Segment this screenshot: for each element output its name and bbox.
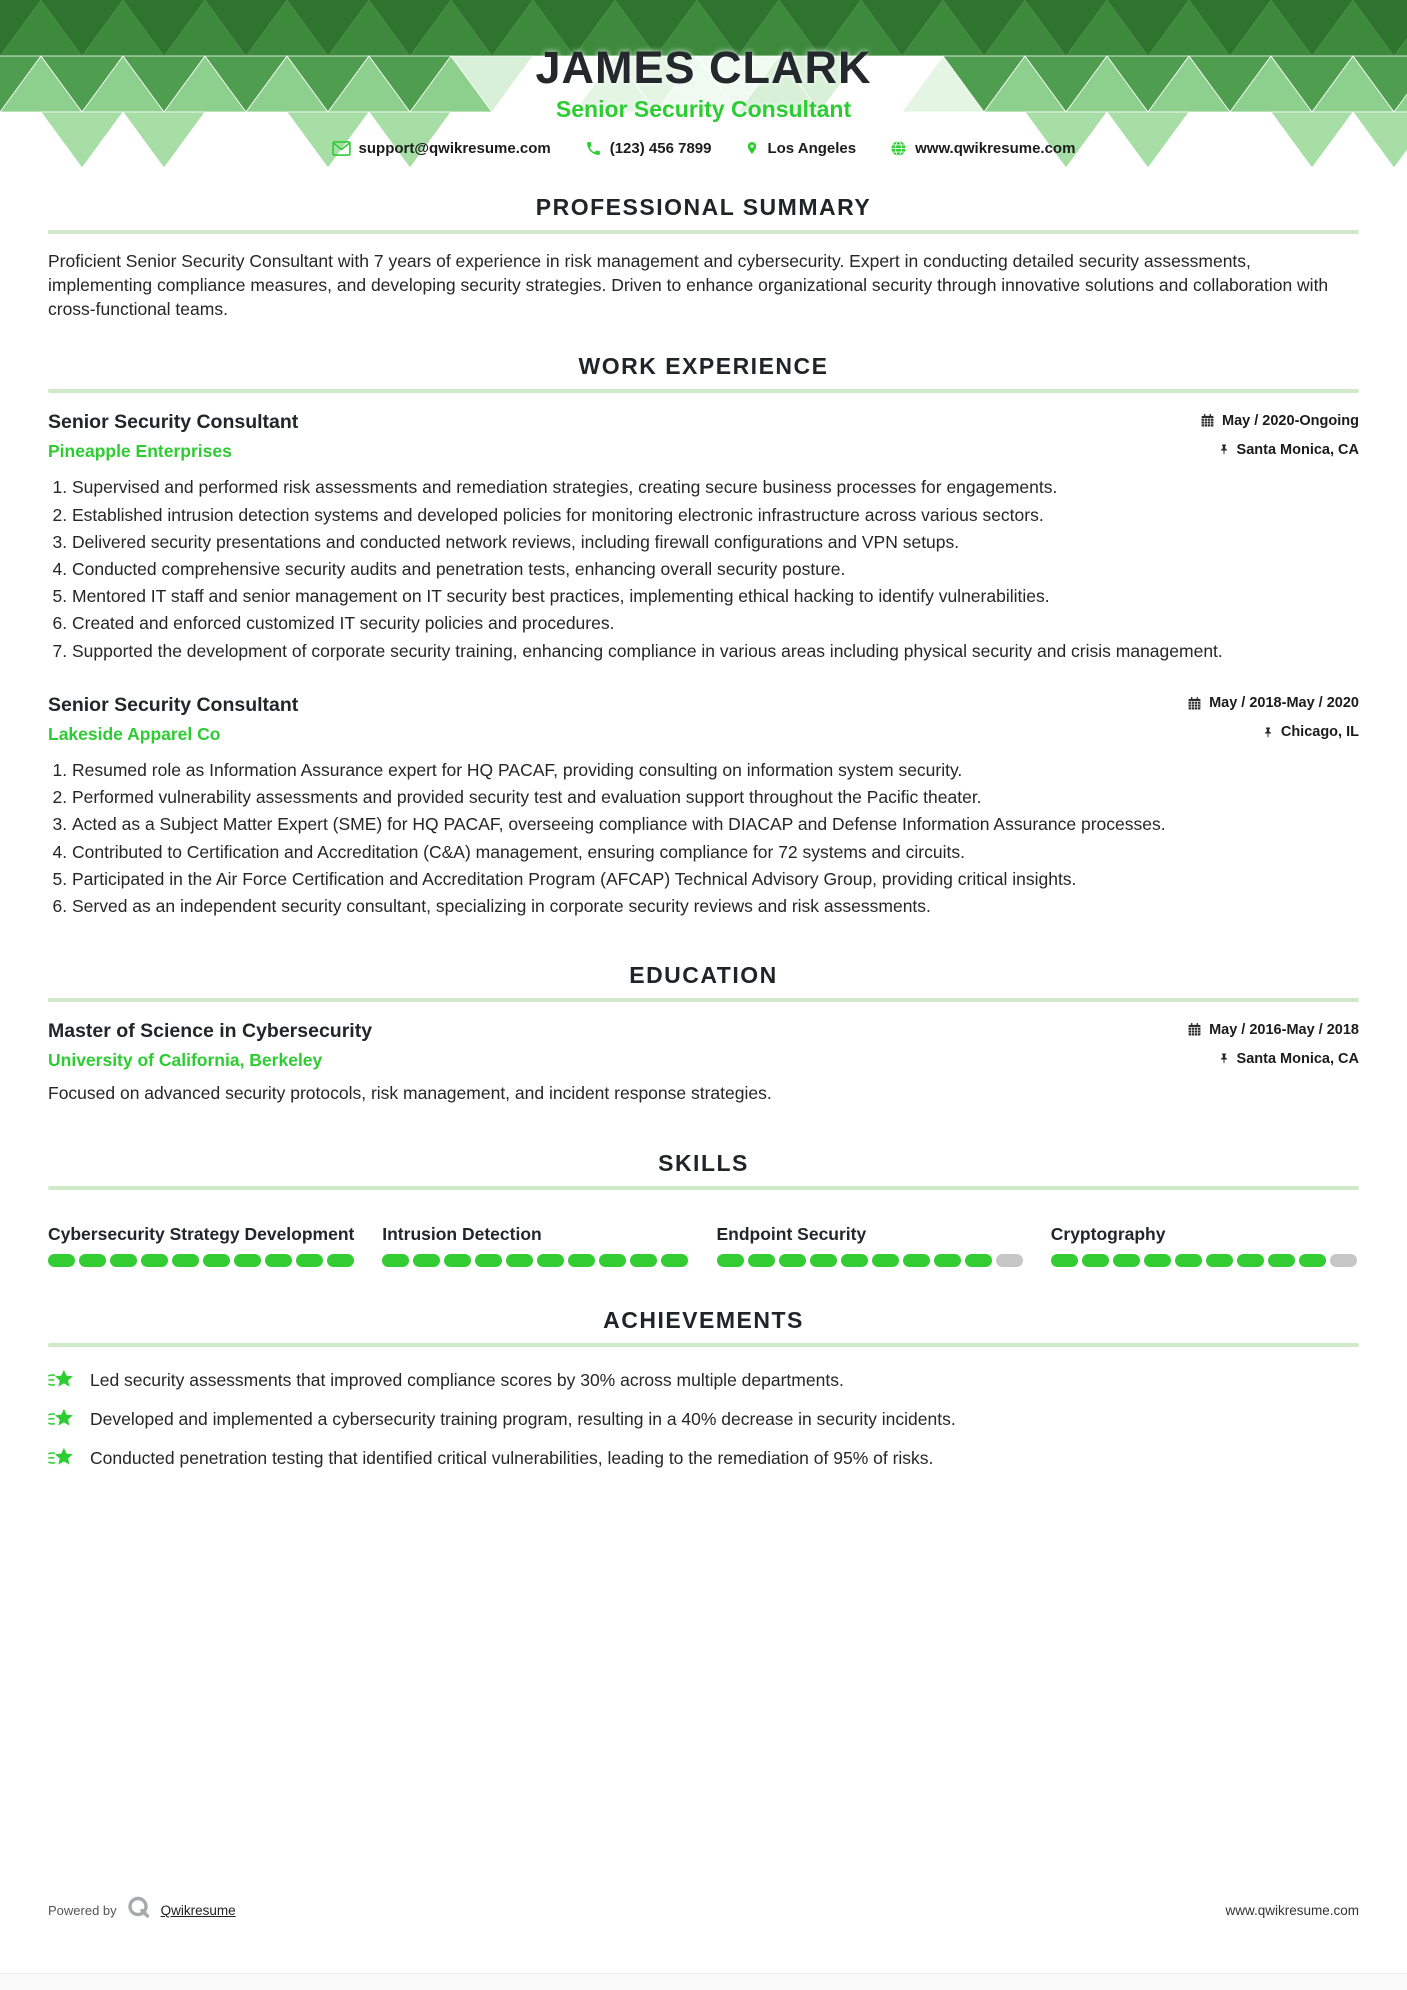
job-location-text: Santa Monica, CA	[1236, 441, 1359, 458]
powered-by-label: Powered by	[48, 1903, 117, 1918]
header-banner	[0, 0, 1407, 172]
skill-dot-filled	[110, 1254, 137, 1267]
education-location	[1218, 1051, 1359, 1067]
star-icon	[48, 1367, 75, 1393]
section-divider	[48, 230, 1359, 234]
education-location-text: Santa Monica, CA	[1236, 1050, 1359, 1067]
skill-dot-filled	[630, 1254, 657, 1267]
education-dates-text: May / 2016-May / 2018	[1209, 1021, 1359, 1038]
skill-dot-filled	[1113, 1254, 1140, 1267]
skill-name: Intrusion Detection	[382, 1224, 542, 1245]
skill-dot-filled	[779, 1254, 806, 1267]
contact-email[interactable]	[332, 140, 551, 157]
skill-dot-filled	[265, 1254, 292, 1267]
job-company: Pineapple Enterprises	[48, 441, 232, 462]
candidate-name: JAMES CLARK	[535, 42, 872, 93]
calendar-icon	[1187, 696, 1202, 711]
skill-dot-empty	[1330, 1254, 1357, 1267]
skill-level-meter	[717, 1254, 1025, 1267]
skill-dot-empty	[996, 1254, 1023, 1267]
location-icon	[745, 139, 759, 157]
education-heading: EDUCATION	[629, 962, 778, 989]
skill-dot-filled	[748, 1254, 775, 1267]
skill-dot-filled	[568, 1254, 595, 1267]
education-description: Focused on advanced security protocols, risk management, and incident response strategies.	[48, 1083, 772, 1104]
skill-dot-filled	[444, 1254, 471, 1267]
job-bullet-list	[48, 476, 1359, 662]
skill-dot-filled	[934, 1254, 961, 1267]
job-bullet: 6. Created and enforced customized IT security policies and procedures.	[72, 612, 1359, 634]
job-bullet: 5. Participated in the Air Force Certification and Accreditation Program (AFCAP) Technical Advisory Group, providing critical insights.	[72, 868, 1359, 890]
pushpin-icon	[1218, 1051, 1230, 1066]
pushpin-icon	[1218, 442, 1230, 457]
job-title: Senior Security Consultant	[48, 411, 299, 434]
skill-dot-filled	[1299, 1254, 1326, 1267]
achievements-list	[48, 1367, 1359, 1471]
contact-row	[0, 139, 1407, 157]
skill-dot-filled	[1206, 1254, 1233, 1267]
job-bullet: 2. Established intrusion detection systems and developed policies for monitoring electronic infrastructure across various sectors.	[72, 504, 1359, 526]
job-dates-text: May / 2020-Ongoing	[1222, 412, 1359, 429]
skill-dot-filled	[537, 1254, 564, 1267]
job-bullet-list	[48, 759, 1359, 917]
contact-phone	[585, 140, 712, 157]
contact-location	[745, 139, 856, 157]
globe-icon	[890, 140, 907, 157]
skill-name: Endpoint Security	[716, 1224, 867, 1245]
school-name: University of California, Berkeley	[48, 1050, 323, 1071]
skill-dot-filled	[382, 1254, 409, 1267]
education-dates	[1187, 1022, 1359, 1038]
skill-dot-filled	[327, 1254, 354, 1267]
skill-item	[48, 1224, 356, 1267]
skill-dot-filled	[717, 1254, 744, 1267]
skill-dot-filled	[172, 1254, 199, 1267]
section-divider	[48, 1343, 1359, 1347]
job-bullet: 2. Performed vulnerability assessments and provided security test and evaluation support throughout the Pacific theater.	[72, 786, 1359, 808]
skill-dot-filled	[79, 1254, 106, 1267]
skill-dot-filled	[296, 1254, 323, 1267]
skill-dot-filled	[661, 1254, 688, 1267]
achievements-heading: ACHIEVEMENTS	[603, 1307, 804, 1334]
achievement-item	[48, 1406, 1359, 1432]
footer	[48, 1895, 1359, 1926]
skill-item	[382, 1224, 690, 1267]
achievement-text: Developed and implemented a cybersecurity training program, resulting in a 40% decrease in security incidents.	[90, 1408, 956, 1429]
job-location-text: Chicago, IL	[1280, 724, 1359, 741]
pushpin-icon	[1262, 725, 1274, 740]
skill-dot-filled	[1144, 1254, 1171, 1267]
contact-website[interactable]	[890, 140, 1075, 157]
skill-dot-filled	[1268, 1254, 1295, 1267]
star-icon	[48, 1445, 75, 1471]
skill-dot-filled	[141, 1254, 168, 1267]
summary-heading: PROFESSIONAL SUMMARY	[535, 194, 872, 220]
job-bullet: 4. Contributed to Certification and Accreditation (C&A) management, ensuring compliance for 72 systems and circuits.	[72, 841, 1359, 863]
skill-dot-filled	[506, 1254, 533, 1267]
job-bullet: 5. Mentored IT staff and senior management on IT security best practices, implementing ethical hacking to identify vulnerabilities.	[72, 585, 1359, 607]
job-entry	[48, 694, 1359, 917]
skill-dot-filled	[203, 1254, 230, 1267]
skill-level-meter	[1051, 1254, 1359, 1267]
job-location	[1218, 442, 1359, 458]
achievement-text: Led security assessments that improved compliance scores by 30% across multiple departments.	[90, 1369, 844, 1390]
job-bullet: 1. Resumed role as Information Assurance expert for HQ PACAF, providing consulting on information system security.	[72, 759, 1359, 781]
achievement-item	[48, 1445, 1359, 1471]
job-title: Senior Security Consultant	[48, 693, 299, 716]
degree-title: Master of Science in Cybersecurity	[48, 1020, 373, 1043]
skill-dot-filled	[475, 1254, 502, 1267]
skill-item	[1051, 1224, 1359, 1267]
education-entry	[48, 1020, 1359, 1104]
skill-dot-filled	[1237, 1254, 1264, 1267]
skill-item	[717, 1224, 1025, 1267]
job-dates-text: May / 2018-May / 2020	[1209, 695, 1359, 712]
skill-dot-filled	[234, 1254, 261, 1267]
skill-dot-filled	[965, 1254, 992, 1267]
qwikresume-link[interactable]: Qwikresume	[160, 1903, 236, 1918]
skill-name: Cybersecurity Strategy Development	[48, 1224, 355, 1245]
achievement-item	[48, 1367, 1359, 1393]
skill-level-meter	[382, 1254, 690, 1267]
job-dates	[1187, 695, 1359, 711]
skills-heading: SKILLS	[658, 1150, 749, 1177]
job-bullet: 3. Delivered security presentations and conducted network reviews, including firewall configurations and VPN setups.	[72, 531, 1359, 553]
skills-grid	[48, 1224, 1359, 1267]
skill-dot-filled	[841, 1254, 868, 1267]
calendar-icon	[1200, 413, 1215, 428]
job-bullet: 4. Conducted comprehensive security audits and penetration tests, enhancing overall security posture.	[72, 558, 1359, 580]
job-entry	[48, 411, 1359, 662]
qwikresume-logo-icon	[126, 1895, 152, 1926]
job-company: Lakeside Apparel Co	[48, 723, 221, 744]
job-bullet: 7. Supported the development of corporate security training, enhancing compliance in various areas including physical security and crisis management.	[72, 640, 1359, 662]
job-location	[1262, 724, 1359, 740]
section-divider	[48, 389, 1359, 393]
email-icon	[332, 141, 351, 156]
skill-dot-filled	[1082, 1254, 1109, 1267]
skill-dot-filled	[599, 1254, 626, 1267]
job-bullet: 6. Served as an independent security consultant, specializing in corporate security reviews and risk assessments.	[72, 895, 1359, 917]
calendar-icon	[1187, 1022, 1202, 1037]
page-bottom-strip	[0, 1973, 1407, 1990]
contact-location-text: Los Angeles	[767, 139, 857, 157]
skill-dot-filled	[872, 1254, 899, 1267]
section-divider	[48, 1186, 1359, 1190]
contact-email-text: support@qwikresume.com	[358, 139, 551, 157]
candidate-title: Senior Security Consultant	[555, 96, 852, 123]
skill-dot-filled	[48, 1254, 75, 1267]
skill-dot-filled	[903, 1254, 930, 1267]
powered-by	[48, 1895, 236, 1926]
skill-dot-filled	[1051, 1254, 1078, 1267]
footer-url[interactable]: www.qwikresume.com	[1225, 1903, 1359, 1918]
skill-dot-filled	[1175, 1254, 1202, 1267]
job-dates	[1200, 413, 1359, 429]
skill-dot-filled	[413, 1254, 440, 1267]
star-icon	[48, 1406, 75, 1432]
section-divider	[48, 998, 1359, 1002]
work-heading: WORK EXPERIENCE	[578, 353, 829, 380]
job-bullet: 3. Acted as a Subject Matter Expert (SME) for HQ PACAF, overseeing compliance with DIACAP and Defense Information Assurance processes.	[72, 813, 1359, 835]
contact-website-text: www.qwikresume.com	[915, 139, 1076, 157]
contact-phone-text: (123) 456 7899	[609, 139, 712, 157]
phone-icon	[585, 140, 602, 157]
skill-dot-filled	[810, 1254, 837, 1267]
summary-text: Proficient Senior Security Consultant with 7 years of experience in risk management and cybersecurity. Expert in conducting detailed security assessments, implementing compliance measures, and developing security strategies. Driven to enhance organizational security through innovative solutions and collaboration with cross-functional teams.	[48, 251, 1329, 319]
skill-level-meter	[48, 1254, 356, 1267]
achievement-text: Conducted penetration testing that identified critical vulnerabilities, leading to the remediation of 95% of risks.	[90, 1447, 934, 1468]
job-bullet: 1. Supervised and performed risk assessments and remediation strategies, creating secure business processes for engagements.	[72, 476, 1359, 498]
skill-name: Cryptography	[1050, 1224, 1166, 1245]
